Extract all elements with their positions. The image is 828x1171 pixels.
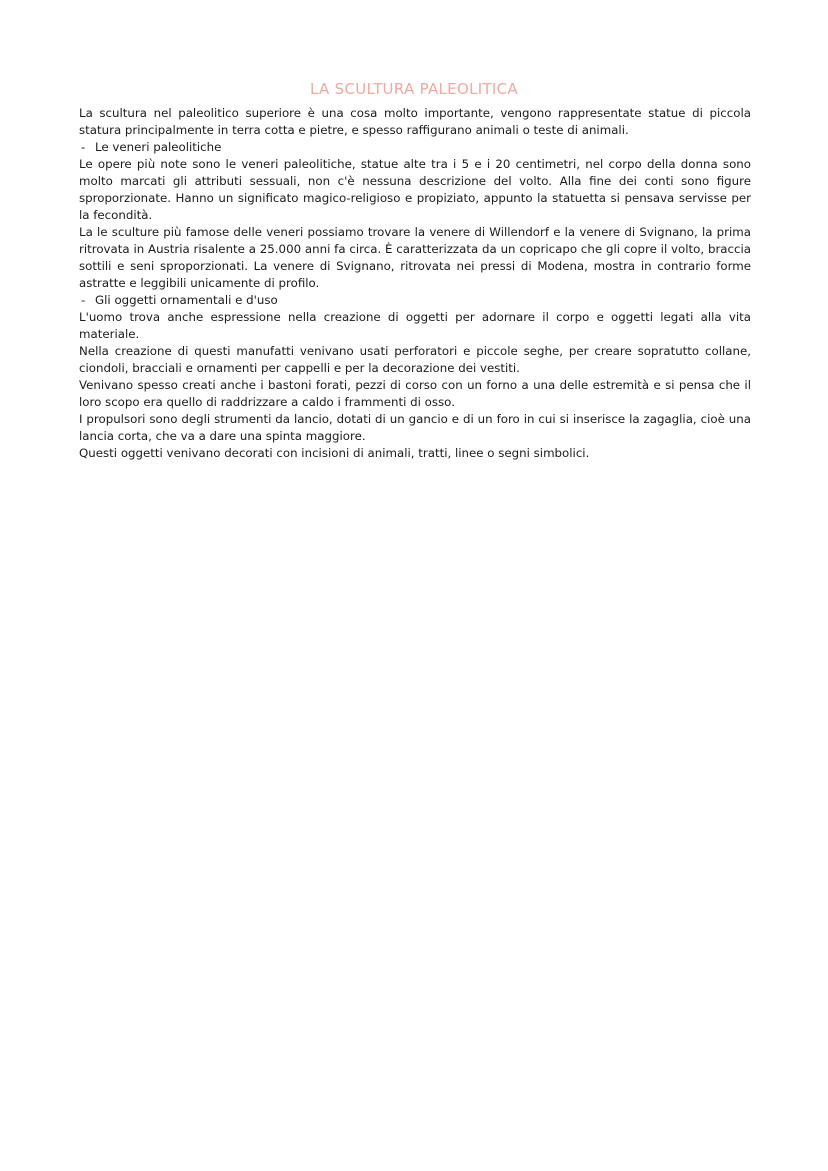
- paragraph: Questi oggetti venivano decorati con incisioni di animali, tratti, linee o segni simbolici.: [79, 446, 590, 460]
- intro-paragraph: La scultura nel paleolitico superiore è una cosa molto importante, vengono rappresentate statue di piccola statura principalmente in terra cotta e pietre, e spesso raffigurano animali o teste di animali.: [79, 106, 751, 137]
- paragraph: I propulsori sono degli strumenti da lancio, dotati di un gancio e di un foro in cui si inserisce la zagaglia, cioè una lancia corta, che va a dare una spinta maggiore.: [79, 412, 751, 443]
- paragraph: La le sculture più famose delle veneri possiamo trovare la venere di Willendorf e la venere di Svignano, la prima ritrovata in Austria risalente a 25.000 anni fa circa. È caratterizzata da un copricapo che gli copre il volto, braccia sottili e seni sproporzionati. La venere di Svignano, ritrovata nei pressi di Modena, mostra in contrario forme astratte e leggibili unicamente di profilo.: [79, 225, 751, 290]
- paragraph: Nella creazione di questi manufatti venivano usati perforatori e piccole seghe, per creare sopratutto collane, ciondoli, bracciali e ornamenti per cappelli e per la decorazione dei vestiti.: [79, 344, 751, 375]
- page-title: LA SCULTURA PALEOLITICA: [310, 80, 518, 98]
- bullet-dash: -: [81, 140, 86, 154]
- section-heading-veneri: [79, 139, 751, 156]
- paragraph: Venivano spesso creati anche i bastoni forati, pezzi di corso con un forno a una delle estremità e si pensa che il loro scopo era quello di raddrizzare a caldo i frammenti di osso.: [79, 378, 751, 409]
- paragraph: L'uomo trova anche espressione nella creazione di oggetti per adornare il corpo e oggetti legati alla vita materiale.: [79, 310, 751, 341]
- section-heading-label: Le veneri paleolitiche: [95, 140, 222, 154]
- document-body: [79, 105, 751, 462]
- paragraph: Le opere più note sono le veneri paleolitiche, statue alte tra i 5 e i 20 centimetri, nel corpo della donna sono molto marcati gli attributi sessuali, non c'è nessuna descrizione del volto. Alla fine dei conti sono figure sproporzionate. Hanno un significato magico-religioso e propiziato, appunto la statuetta si pensava servisse per la fecondità.: [79, 157, 751, 222]
- section-heading-label: Gli oggetti ornamentali e d'uso: [95, 293, 278, 307]
- section-heading-oggetti: [79, 292, 751, 309]
- bullet-dash: -: [81, 293, 86, 307]
